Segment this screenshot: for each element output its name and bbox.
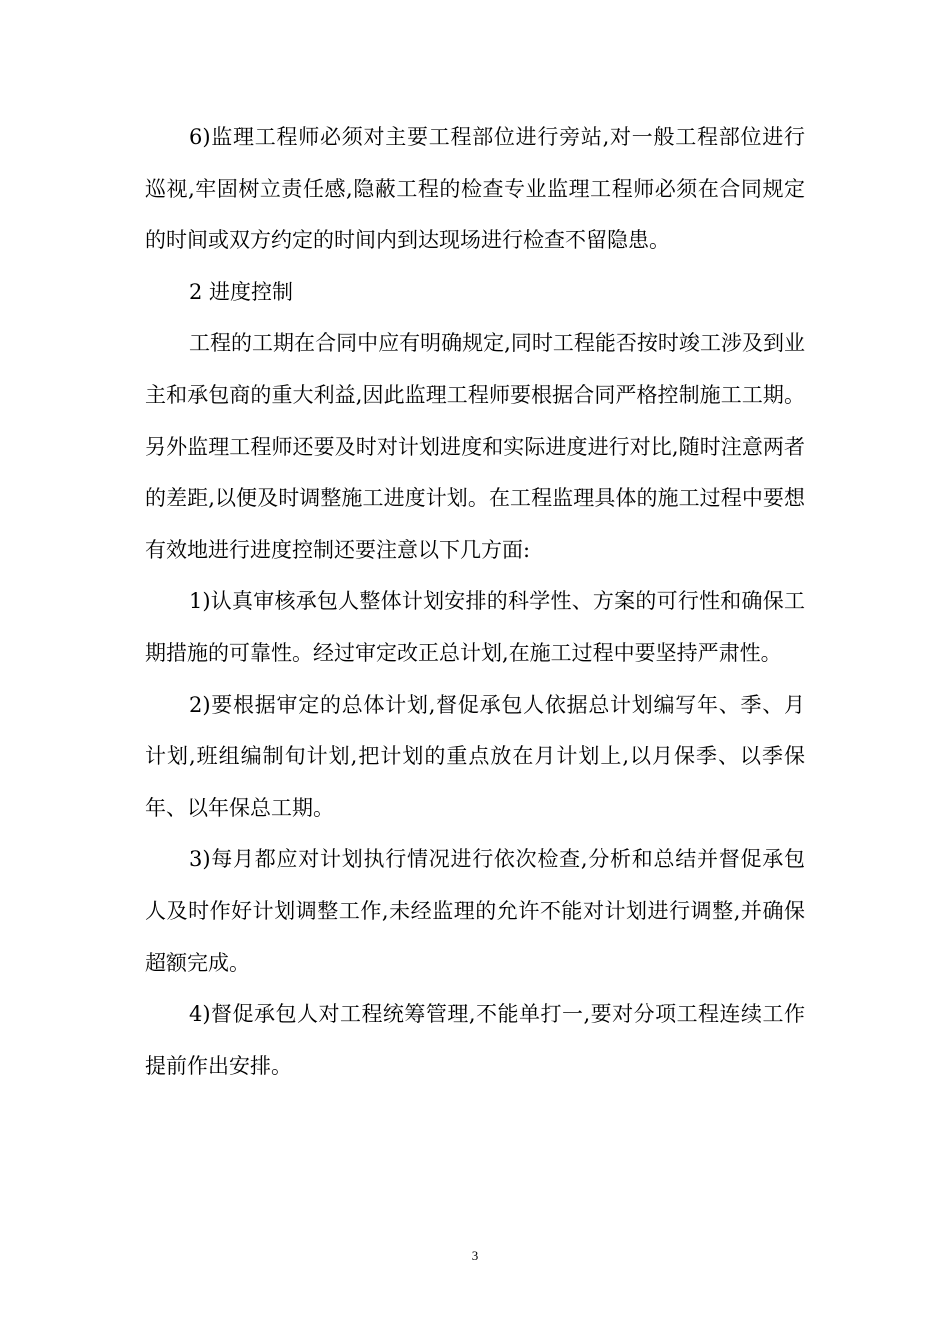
paragraph-supervision-site-inspection: 6)监理工程师必须对主要工程部位进行旁站,对一般工程部位进行巡视,牢固树立责任感,隐蔽工程的检查专业监理工程师必须在合同规定的时间或双方约定的时间内到达现场进行检查不留隐患。	[145, 125, 805, 253]
paragraph-item-3: 3)每月都应对计划执行情况进行依次检查,分析和总结并督促承包人及时作好计划调整工作,未经监理的允许不能对计划进行调整,并确保超额完成。	[145, 847, 805, 975]
paragraph-item-4: 4)督促承包人对工程统筹管理,不能单打一,要对分项工程连续工作提前作出安排。	[145, 1002, 805, 1078]
section-heading-schedule-control: 2 进度控制	[189, 279, 294, 304]
paragraph-schedule-control-intro: 工程的工期在合同中应有明确规定,同时工程能否按时竣工涉及到业主和承包商的重大利益,因此监理工程师要根据合同严格控制施工工期。另外监理工程师还要及时对计划进度和实际进度进行对比,随时注意两者的差距,以便及时调整施工进度计划。在工程监理具体的施工过程中要想有效地进行进度控制还要注意以下几方面:	[145, 331, 805, 562]
paragraph-item-1: 1)认真审核承包人整体计划安排的科学性、方案的可行性和确保工期措施的可靠性。经过审定改正总计划,在施工过程中要坚持严肃性。	[145, 589, 805, 665]
page-number: 3	[471, 1248, 479, 1263]
document-body	[145, 112, 805, 1092]
paragraph-item-2: 2)要根据审定的总体计划,督促承包人依据总计划编写年、季、月计划,班组编制旬计划,把计划的重点放在月计划上,以月保季、以季保年、以年保总工期。	[145, 692, 805, 820]
